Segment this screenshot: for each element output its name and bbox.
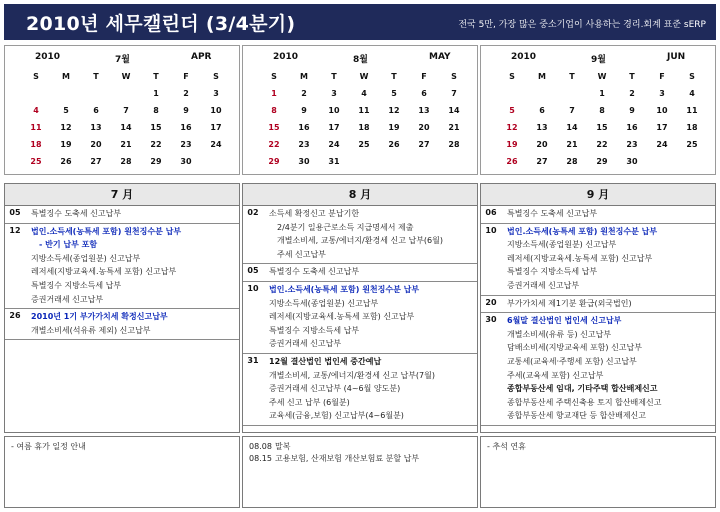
calendar-day: 26: [60, 157, 72, 166]
calendar-day: 20: [90, 140, 102, 149]
calendar-day: 13: [536, 123, 548, 132]
calendar-month-en: MAY: [429, 52, 451, 62]
calendar-day: [497, 85, 527, 102]
month-schedule-column: [4, 183, 240, 433]
calendar-day: [111, 85, 141, 102]
calendar-day: 19: [506, 140, 518, 149]
calendar-day: 10: [210, 106, 222, 115]
calendar-day: 7: [451, 89, 457, 98]
entry-line: 주세 신고 납부 (6월분): [269, 397, 350, 407]
calendar-day: 23: [626, 140, 638, 149]
calendar-day: 11: [358, 106, 370, 115]
calendar-day: 24: [328, 140, 340, 149]
calendar-day: 2: [629, 89, 635, 98]
calendar-day: 18: [358, 123, 370, 132]
footer-date: 08.08: [249, 442, 272, 451]
mini-calendar: [480, 45, 716, 175]
weekday-label: M: [538, 72, 546, 81]
calendar-day: [527, 85, 557, 102]
weekday-label: T: [629, 72, 635, 81]
calendar-day: 6: [93, 106, 99, 115]
calendar-grid: [21, 68, 231, 170]
calendar-day: [51, 85, 81, 102]
weekday-label: F: [659, 72, 665, 81]
entry-line: 주세 신고납부: [277, 249, 326, 259]
calendar-day: 21: [448, 123, 460, 132]
calendar-day: 28: [566, 157, 578, 166]
entry-line: 개별소비세, 교통/에너지/환경세 신고 납부(7월): [269, 370, 435, 380]
calendar-month-en: JUN: [667, 52, 686, 62]
calendar-day: 27: [90, 157, 102, 166]
calendar-day: 18: [686, 123, 698, 132]
entry-day: 12: [9, 225, 21, 235]
calendar-day: 4: [689, 89, 695, 98]
weekday-label: W: [121, 72, 131, 81]
calendar-day: 30: [298, 157, 310, 166]
entry-line: 2/4분기 일용근로소득 지급명세서 제출: [277, 222, 414, 232]
calendar-day: 24: [656, 140, 668, 149]
calendar-day: 1: [599, 89, 605, 98]
calendar-day: 14: [120, 123, 132, 132]
footer-line: [487, 441, 709, 453]
weekday-label: F: [421, 72, 427, 81]
calendar-day: 21: [566, 140, 578, 149]
calendar-day: 23: [298, 140, 310, 149]
month-schedule-column: [242, 183, 478, 433]
calendar-day: 11: [686, 106, 698, 115]
entry-line: 개별소비세(석유류 제외) 신고납부: [31, 325, 151, 335]
entry-day: 26: [9, 311, 21, 321]
weekday-label: S: [213, 72, 219, 81]
schedule-entry: [481, 313, 715, 426]
entry-day: 02: [247, 208, 259, 217]
weekday-label: T: [153, 72, 159, 81]
calendar-day: 8: [153, 106, 159, 115]
entry-lines: [25, 309, 239, 339]
calendar-day: 26: [506, 157, 518, 166]
schedule-entry: [5, 224, 239, 310]
page-title: 2010년 세무캘린더 (3/4분기): [26, 13, 296, 35]
calendar-day: 12: [506, 123, 518, 132]
entry-line: 법인.소득세(농특세 포함) 원천징수분 납부: [269, 284, 420, 294]
entry-line: 부가가치세 제1기분 환급(외국법인): [507, 298, 632, 308]
mini-calendar: [4, 45, 240, 175]
entry-line: 지방소득세(종업원분) 신고납부: [31, 253, 141, 263]
calendar-day: 15: [596, 123, 608, 132]
calendar-month-en: APR: [191, 52, 212, 62]
footer-text: 말복: [275, 442, 291, 451]
calendar-grid: [259, 68, 469, 170]
footer-text: - 여름 휴가 일정 안내: [11, 442, 86, 451]
calendar-day: 13: [418, 106, 430, 115]
entry-line: 지방소득세(종업원분) 신고납부: [507, 240, 617, 250]
header-banner: [4, 4, 716, 40]
calendar-day: 19: [388, 123, 400, 132]
entry-line: 개별소비세(유류 등) 신고납부: [507, 329, 612, 339]
calendar-day: 17: [210, 123, 222, 132]
calendar-day: [439, 153, 469, 170]
month-title: 9 月: [481, 184, 715, 206]
calendar-day: [81, 85, 111, 102]
month-schedule-column: [480, 183, 716, 433]
weekday-label: M: [62, 72, 70, 81]
weekday-label: T: [391, 72, 397, 81]
schedule-entry: [5, 206, 239, 224]
calendar-month: 8월: [353, 55, 368, 65]
calendar-year: 2010: [273, 52, 299, 62]
schedule-entry: [481, 206, 715, 224]
footer-text: - 추석 연휴: [487, 442, 526, 451]
entry-line: 법인.소득세(농특세 포함) 원천징수분 납부: [31, 226, 182, 236]
entry-day: 06: [485, 208, 497, 217]
entry-day: 10: [485, 225, 497, 235]
entry-lines: [263, 354, 477, 425]
calendar-day: 16: [180, 123, 192, 132]
calendar-day: 2: [183, 89, 189, 98]
calendar-month: 7월: [115, 55, 130, 65]
entry-line: 증권거래세 신고납부: [269, 339, 342, 349]
entry-line: 개별소비세, 교통/에너지/환경세 신고 납부(6월): [277, 236, 443, 246]
entry-lines: [501, 224, 715, 295]
calendar-day: 16: [298, 123, 310, 132]
entry-line: 증권거래세 신고납부: [507, 280, 580, 290]
calendar-day: 12: [388, 106, 400, 115]
calendar-day: 2: [301, 89, 307, 98]
calendar-day: 3: [213, 89, 219, 98]
entry-line: - 반기 납부 포함: [39, 240, 98, 250]
calendar-day: 9: [301, 106, 307, 115]
calendar-day: 15: [150, 123, 162, 132]
calendar-day: 24: [210, 140, 222, 149]
calendar-day: 1: [271, 89, 277, 98]
calendar-day: 8: [599, 106, 605, 115]
calendar-day: 28: [120, 157, 132, 166]
weekday-label: S: [451, 72, 457, 81]
calendar-day: 12: [60, 123, 72, 132]
calendar-day: 17: [328, 123, 340, 132]
footer-line: [11, 441, 233, 453]
weekday-label: S: [271, 72, 277, 81]
calendar-day: 25: [30, 157, 42, 166]
schedule-entry: [243, 282, 477, 354]
weekday-label: W: [359, 72, 369, 81]
calendar-day: 11: [30, 123, 42, 132]
calendar-day: 6: [539, 106, 545, 115]
calendar-day: 3: [659, 89, 665, 98]
calendar-day: 6: [421, 89, 427, 98]
month-title: 7 月: [5, 184, 239, 206]
calendar-header: [5, 52, 239, 64]
entry-line: 소득세 확정신고 분납기한: [269, 209, 360, 218]
calendar-day: [21, 85, 51, 102]
calendar-day: 19: [60, 140, 72, 149]
entry-lines: [501, 296, 715, 313]
schedule-entry: [481, 296, 715, 314]
calendar-day: 18: [30, 140, 42, 149]
footer-notes: [242, 436, 478, 508]
footer-line: [249, 441, 471, 453]
calendar-day: [349, 153, 379, 170]
footer-notes: [480, 436, 716, 508]
calendar-year: 2010: [511, 52, 537, 62]
calendar-month: 9월: [591, 55, 606, 65]
weekday-label: S: [689, 72, 695, 81]
weekday-label: T: [331, 72, 337, 81]
entry-lines: [25, 206, 239, 223]
entry-line: 주세(교육세 포함) 신고납부: [507, 370, 604, 380]
entry-line: 특별징수 도축세 신고납부: [507, 209, 598, 218]
entry-line: 특별징수 도축세 신고납부: [269, 267, 360, 277]
calendar-day: 14: [566, 123, 578, 132]
schedule-entry: [243, 206, 477, 264]
calendar-day: [557, 85, 587, 102]
entry-lines: [263, 282, 477, 353]
calendar-day: 27: [418, 140, 430, 149]
entry-line: 종합부동산세 임대, 기타주택 합산배제신고: [507, 384, 658, 394]
mini-calendar: [242, 45, 478, 175]
entry-line: 레저세(지방교육세.농특세 포함) 신고납부: [31, 267, 177, 277]
calendar-day: [647, 153, 677, 170]
calendar-header: [481, 52, 715, 64]
calendar-day: 16: [626, 123, 638, 132]
entry-line: 종합부동산세 주택신축용 토지 합산배제신고: [507, 397, 662, 407]
calendar-day: 22: [596, 140, 608, 149]
calendar-day: 21: [120, 140, 132, 149]
footer-date: 08.15: [249, 454, 272, 463]
entry-line: 레저세(지방교육세.농특세 포함) 신고납부: [269, 312, 415, 322]
entry-line: 증권거래세 신고납부 (4~6월 양도분): [269, 384, 401, 394]
entry-lines: [263, 264, 477, 281]
weekday-label: S: [509, 72, 515, 81]
calendar-day: 17: [656, 123, 668, 132]
schedule-entry: [481, 224, 715, 296]
calendar-year: 2010: [35, 52, 61, 62]
calendar-day: 10: [656, 106, 668, 115]
entry-line: 법인.소득세(농특세 포함) 원천징수분 납부: [507, 226, 658, 236]
entry-lines: [501, 313, 715, 425]
page-subtitle: 전국 5만, 가장 많은 중소기업이 사용하는 경리.회계 표준 sERP: [458, 20, 706, 30]
entry-lines: [25, 224, 239, 309]
entry-day: 20: [485, 297, 497, 307]
calendar-day: 7: [123, 106, 129, 115]
calendar-day: 4: [361, 89, 367, 98]
calendar-day: 29: [150, 157, 162, 166]
footer-line: [249, 453, 471, 465]
calendar-day: [677, 153, 707, 170]
calendar-day: 5: [509, 106, 515, 115]
calendar-day: 5: [391, 89, 397, 98]
calendar-day: 22: [268, 140, 280, 149]
entry-line: 증권거래세 신고납부: [31, 294, 104, 304]
calendar-day: 23: [180, 140, 192, 149]
calendar-day: 15: [268, 123, 280, 132]
calendar-day: [201, 153, 231, 170]
schedule-entry: [243, 264, 477, 282]
entry-lines: [263, 206, 477, 263]
weekday-label: T: [93, 72, 99, 81]
entry-line: 종합부동산세 향교재단 등 합산배제신고: [507, 411, 647, 421]
entry-day: 05: [247, 266, 259, 276]
entry-day: 05: [9, 208, 21, 217]
entry-lines: [501, 206, 715, 223]
entry-line: 특별징수 지방소득세 납부: [507, 267, 598, 277]
calendar-day: 30: [626, 157, 638, 166]
weekday-label: W: [597, 72, 607, 81]
calendar-day: 9: [629, 106, 635, 115]
entry-line: 교통세(교육세·주행세 포함) 신고납부: [507, 356, 637, 366]
entry-line: 12월 결산법인 법인세 중간예납: [269, 356, 382, 366]
entry-line: 교육세(금융,보험) 신고납부(4~6월분): [269, 411, 404, 421]
calendar-day: 25: [686, 140, 698, 149]
calendar-day: 3: [331, 89, 337, 98]
calendar-day: 22: [150, 140, 162, 149]
calendar-day: 29: [596, 157, 608, 166]
calendar-day: 20: [536, 140, 548, 149]
entry-day: 30: [485, 315, 497, 325]
calendar-day: 7: [569, 106, 575, 115]
calendar-day: 25: [358, 140, 370, 149]
entry-line: 담배소비세(지방교육세 포함) 신고납부: [507, 343, 642, 353]
calendar-day: 26: [388, 140, 400, 149]
footer-notes: [4, 436, 240, 508]
calendar-day: 29: [268, 157, 280, 166]
calendar-day: 28: [448, 140, 460, 149]
entry-line: 레저세(지방교육세.농특세 포함) 신고납부: [507, 253, 653, 263]
entry-line: 특별징수 지방소득세 납부: [31, 280, 122, 290]
calendar-day: 31: [328, 157, 340, 166]
calendar-day: 14: [448, 106, 460, 115]
calendar-day: 5: [63, 106, 69, 115]
calendar-day: [379, 153, 409, 170]
calendar-day: 8: [271, 106, 277, 115]
calendar-day: [409, 153, 439, 170]
calendar-day: 13: [90, 123, 102, 132]
calendar-day: 30: [180, 157, 192, 166]
calendar-header: [243, 52, 477, 64]
month-title: 8 月: [243, 184, 477, 206]
schedule-entry: [5, 309, 239, 340]
footer-text: 고용보험, 산재보험 개산보험료 분할 납부: [275, 454, 420, 463]
entry-line: 특별징수 지방소득세 납부: [269, 325, 360, 335]
calendar-day: 10: [328, 106, 340, 115]
entry-day: 10: [247, 283, 259, 293]
weekday-label: S: [33, 72, 39, 81]
weekday-label: M: [300, 72, 308, 81]
calendar-day: 9: [183, 106, 189, 115]
calendar-grid: [497, 68, 707, 170]
schedule-entry: [243, 354, 477, 426]
entry-day: 31: [247, 355, 259, 365]
calendar-day: 27: [536, 157, 548, 166]
calendar-day: 4: [33, 106, 39, 115]
entry-line: 지방소득세(종업원분) 신고납부: [269, 298, 379, 308]
entry-line: 6월말 결산법인 법인세 신고납부: [507, 316, 622, 326]
weekday-label: T: [569, 72, 575, 81]
entry-line: 특별징수 도축세 신고납부: [31, 209, 122, 218]
entry-line: 2010년 1기 부가가치세 확정신고납부: [31, 312, 168, 322]
weekday-label: F: [183, 72, 189, 81]
calendar-day: 1: [153, 89, 159, 98]
calendar-day: 20: [418, 123, 430, 132]
